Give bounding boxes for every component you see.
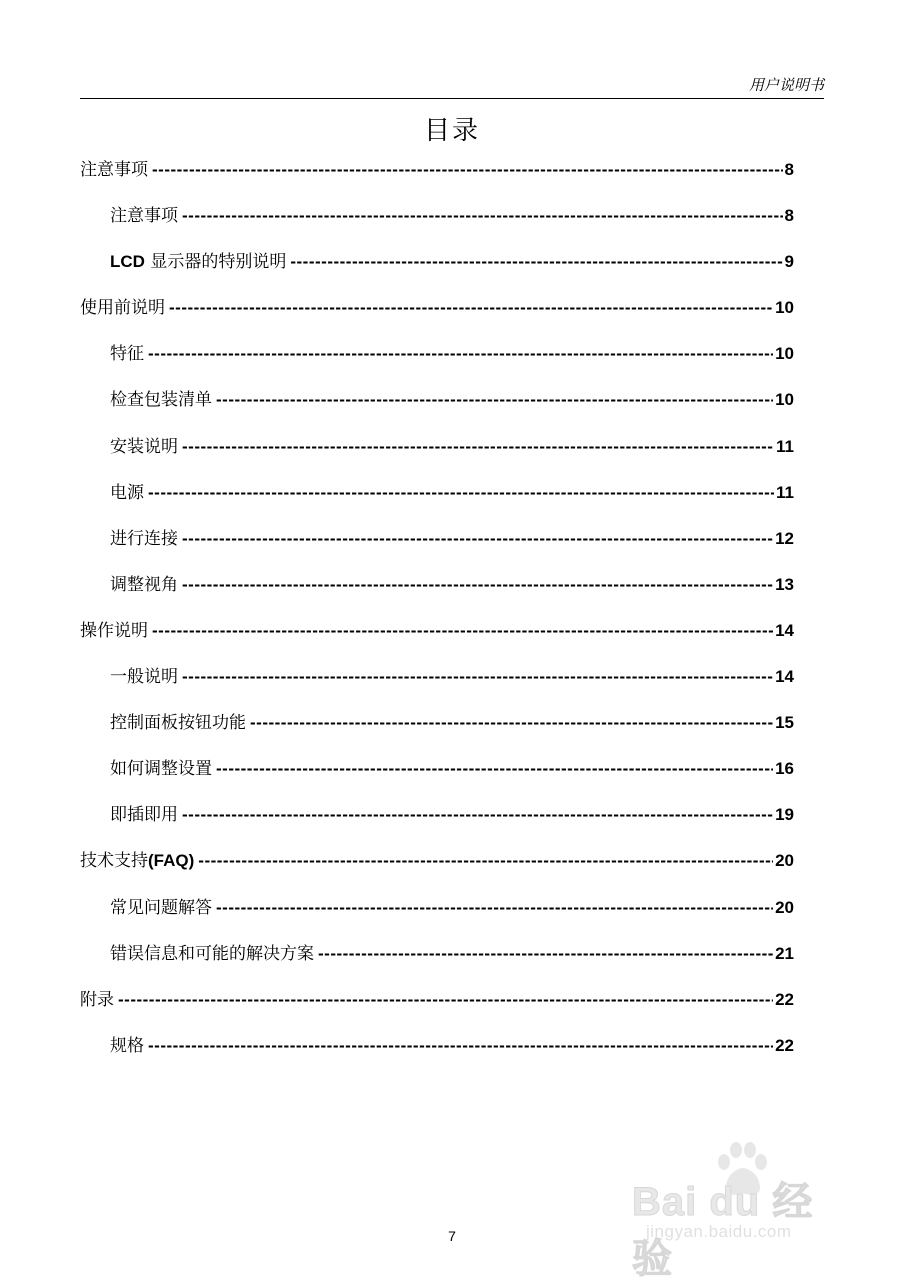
toc-page-number: 8 (784, 206, 794, 226)
toc-leader (318, 940, 773, 968)
toc-entry-label: 调整视角 (110, 574, 178, 595)
toc-entry-label: 一般说明 (110, 667, 178, 688)
toc-entry[interactable] (80, 433, 794, 479)
toc-leader (250, 709, 773, 737)
toc-leader (182, 571, 773, 599)
toc-leader (148, 479, 774, 507)
toc-entry-text: 技术支持 (80, 851, 148, 872)
toc-entry-label: 注意事项 (80, 160, 148, 180)
watermark-url: jingyan.baidu.com (646, 1222, 792, 1241)
toc-page-number: 9 (784, 252, 794, 272)
header-rule (80, 98, 824, 99)
toc-entry-text: 显示器的特别说明 (144, 252, 287, 273)
toc-page-number: 14 (775, 620, 794, 640)
toc-entry-label: 检查包装清单 (110, 390, 212, 411)
toc-entry[interactable] (80, 479, 794, 525)
toc-entry-label: 控制面板按钮功能 (110, 713, 246, 734)
toc-leader (169, 294, 773, 322)
toc-entry-label: 附录 (80, 989, 114, 1010)
toc-entry[interactable] (80, 156, 794, 202)
toc-entry-latin: (FAQ) (148, 851, 195, 871)
toc-leader (152, 156, 783, 184)
toc-entry[interactable] (80, 248, 794, 294)
toc-leader (152, 617, 773, 645)
toc-entry-label: 常见问题解答 (110, 897, 212, 918)
toc-entry[interactable] (80, 386, 794, 432)
toc-leader (290, 248, 782, 276)
toc-entry[interactable] (80, 986, 794, 1032)
toc-page-number: 11 (776, 482, 794, 502)
toc-page-number: 20 (775, 851, 794, 871)
toc-entry[interactable] (80, 571, 794, 617)
toc-entry[interactable] (80, 709, 794, 755)
page-number: 7 (448, 1228, 456, 1244)
toc-leader (148, 340, 773, 368)
toc-entry[interactable] (80, 801, 794, 847)
toc-leader (198, 847, 773, 875)
toc-entry-label (110, 248, 286, 276)
toc-entry-label: 注意事项 (110, 206, 178, 227)
toc-entry-label: 即插即用 (110, 805, 178, 826)
toc-page-number: 13 (775, 574, 794, 594)
toc-leader (182, 663, 773, 691)
toc-page-number: 10 (775, 344, 794, 364)
toc-entry[interactable] (80, 940, 794, 986)
toc-leader (216, 894, 773, 922)
toc-leader (118, 986, 773, 1014)
toc-leader (216, 386, 773, 414)
toc-page-number: 16 (775, 759, 794, 779)
toc-entry-label: 规格 (110, 1035, 144, 1056)
baidu-watermark (632, 1140, 852, 1281)
watermark-brand: Bai du 经验 (632, 1180, 814, 1281)
toc-entry[interactable] (80, 894, 794, 940)
toc-leader (216, 755, 773, 783)
toc-entry-label: 如何调整设置 (110, 759, 212, 780)
toc-entry[interactable] (80, 755, 794, 801)
toc-page-number: 15 (775, 713, 794, 733)
toc-page-number: 8 (784, 160, 794, 179)
toc-leader (148, 1032, 773, 1060)
toc-entry-latin: LCD (110, 252, 145, 272)
toc-title: 目录 (423, 116, 480, 146)
toc-entry[interactable] (80, 663, 794, 709)
toc-leader (182, 801, 773, 829)
toc-page-number: 14 (775, 667, 794, 687)
toc-entry-label: 电源 (110, 482, 144, 503)
toc-entry-label: 错误信息和可能的解决方案 (110, 943, 314, 964)
toc-page-number: 22 (775, 989, 794, 1009)
toc-entry[interactable] (80, 617, 794, 663)
toc-page-number: 10 (775, 298, 794, 318)
toc-entry[interactable] (80, 1032, 794, 1078)
toc-entry-label: 安装说明 (110, 436, 178, 457)
toc-entry-label: 操作说明 (80, 620, 148, 641)
toc-entry[interactable] (80, 294, 794, 340)
toc-page-number: 12 (775, 528, 794, 548)
toc-leader (182, 202, 783, 230)
toc-entry-label: 使用前说明 (80, 298, 165, 319)
toc-entry[interactable] (80, 525, 794, 571)
toc-entry-label: 进行连接 (110, 528, 178, 549)
toc-page-number: 20 (775, 897, 794, 917)
toc-page-number: 22 (775, 1035, 794, 1055)
toc-entry-label (80, 847, 194, 875)
toc-entry[interactable] (80, 847, 794, 893)
toc-page-number: 19 (775, 805, 794, 825)
toc-entry[interactable] (80, 340, 794, 386)
toc-page-number: 11 (776, 436, 794, 456)
toc-leader (182, 525, 773, 553)
toc-entry-label: 特征 (110, 344, 144, 365)
toc-entry[interactable] (80, 202, 794, 248)
running-header: 用户说明书 (748, 76, 824, 94)
toc-page-number: 21 (775, 943, 794, 963)
toc-leader (182, 433, 774, 461)
table-of-contents (80, 156, 794, 1078)
toc-page-number: 10 (775, 390, 794, 410)
